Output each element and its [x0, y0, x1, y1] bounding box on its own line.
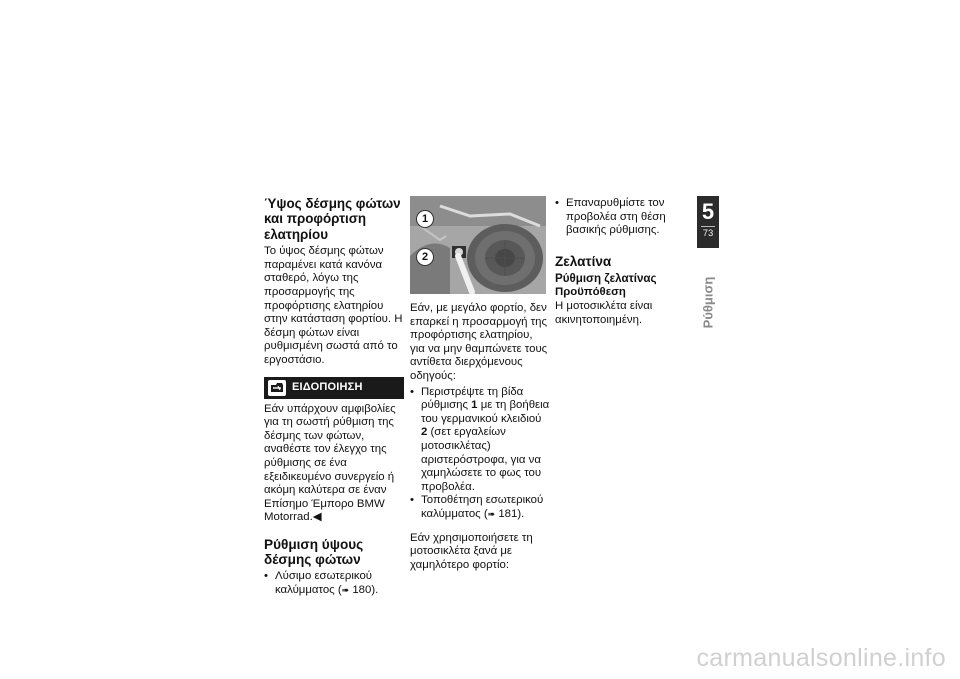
chapter-label-text: Ρύθμιση [700, 276, 716, 328]
notice-label: ΕΙΔΟΠΟΙΗΣΗ [292, 380, 363, 393]
list-item: • Επαναρυθμίστε τον προβολέα στη θέση βασικής ρύθμισης. [555, 197, 693, 238]
callout-2: 2 [416, 248, 434, 266]
steps-list-1 [264, 570, 404, 597]
page-ref-arrow-icon: ➠ [341, 584, 350, 595]
column-middle [410, 196, 550, 572]
subsection-title-adjust-windscreen: Ρύθμιση ζελατίνας [555, 271, 657, 285]
section-title-beam-height: Ύψος δέσμης φώτων και προφόρτιση ελατηρίου [264, 196, 401, 242]
column-right [555, 197, 693, 327]
load-paragraph: Εάν, με μεγάλο φορτίο, δεν επαρκεί η προσαρμογή της προφόρτισης ελατηρίου, για να μην θαμπώνετε τους αντίθετα διερχόμενους οδηγούς: [410, 302, 548, 382]
step-text: Τοποθέτηση εσωτερικού καλύμματος ( [421, 494, 544, 520]
page-number: 73 [702, 228, 714, 239]
step-text-end: ). [371, 583, 379, 596]
watermark: carmanualsonline.info [696, 644, 946, 672]
page-ref-link[interactable]: 181 [498, 507, 518, 520]
section-title-adjust-beam: Ρύθμιση ύψους δέσμης φώτων [264, 536, 364, 567]
notice-banner [264, 377, 404, 399]
lower-load-paragraph: Εάν χρησιμοποιήσετε τη μοτοσικλέτα ξανά με χαμηλότερο φορτίο: [410, 531, 533, 571]
prerequisite-heading: Προϋπόθεση [555, 286, 626, 299]
chapter-label [694, 270, 722, 334]
section-title-windscreen: Ζελατίνα [555, 253, 612, 269]
callout-ref-1: 1 [471, 399, 478, 412]
notice-text: Εάν υπάρχουν αμφιβολίες για τη σωστή ρύθμιση της δέσμης των φώτων, αναθέστε τον έλεγχο της ρύθμισης σε ένα εξειδικευμένο συνεργείο ή ακόμη καλύτερα σε έναν Επίσημο Έμπορο BMW Motorrad. [264, 402, 396, 524]
end-marker-icon: ◀ [312, 511, 322, 524]
step-text-c: (σετ εργαλείων μοτοσικλέτας) αριστερόστροφα, για να χαμηλώσετε το φως του προβολέα. [421, 426, 542, 493]
step-text-end: ). [517, 507, 525, 520]
step-text-b: με τη βοήθεια του γερμανικού κλειδιού [421, 399, 550, 425]
prerequisite-text: Η μοτοσικλέτα είναι ακινητοποιημένη. [555, 299, 653, 326]
notice-paragraph [264, 403, 404, 525]
page-ref-arrow-icon: ➠ [487, 508, 496, 519]
steps-list-3 [555, 197, 693, 238]
page-ref-link[interactable]: 180 [352, 583, 372, 596]
column-left [264, 196, 404, 597]
callout-ref-2: 2 [421, 426, 428, 439]
chapter-number: 5 [701, 199, 715, 224]
step-text-a: Περιστρέψτε τη βίδα ρύθμισης [421, 385, 524, 412]
list-item [264, 570, 404, 597]
step-text: Λύσιμο εσωτερικού καλύμματος ( [275, 569, 373, 596]
list-item [410, 494, 550, 521]
headlight-adjust-photo [410, 196, 546, 294]
list-item [410, 386, 550, 495]
callout-1: 1 [416, 210, 434, 228]
wrench-warning-icon [268, 380, 286, 396]
chapter-tab [697, 196, 719, 248]
headlight-illustration [410, 196, 546, 294]
steps-list-2 [410, 386, 550, 522]
intro-paragraph: Το ύψος δέσμης φώτων παραμένει κατά κανόνα σταθερό, λόγω της προσαρμογής της προφόρτισης ελατηρίου στην κατάσταση φορτίου. Η δέσμη φώτων είναι ρυθμισμένη σωστά από το εργοστάσιο. [264, 245, 403, 366]
